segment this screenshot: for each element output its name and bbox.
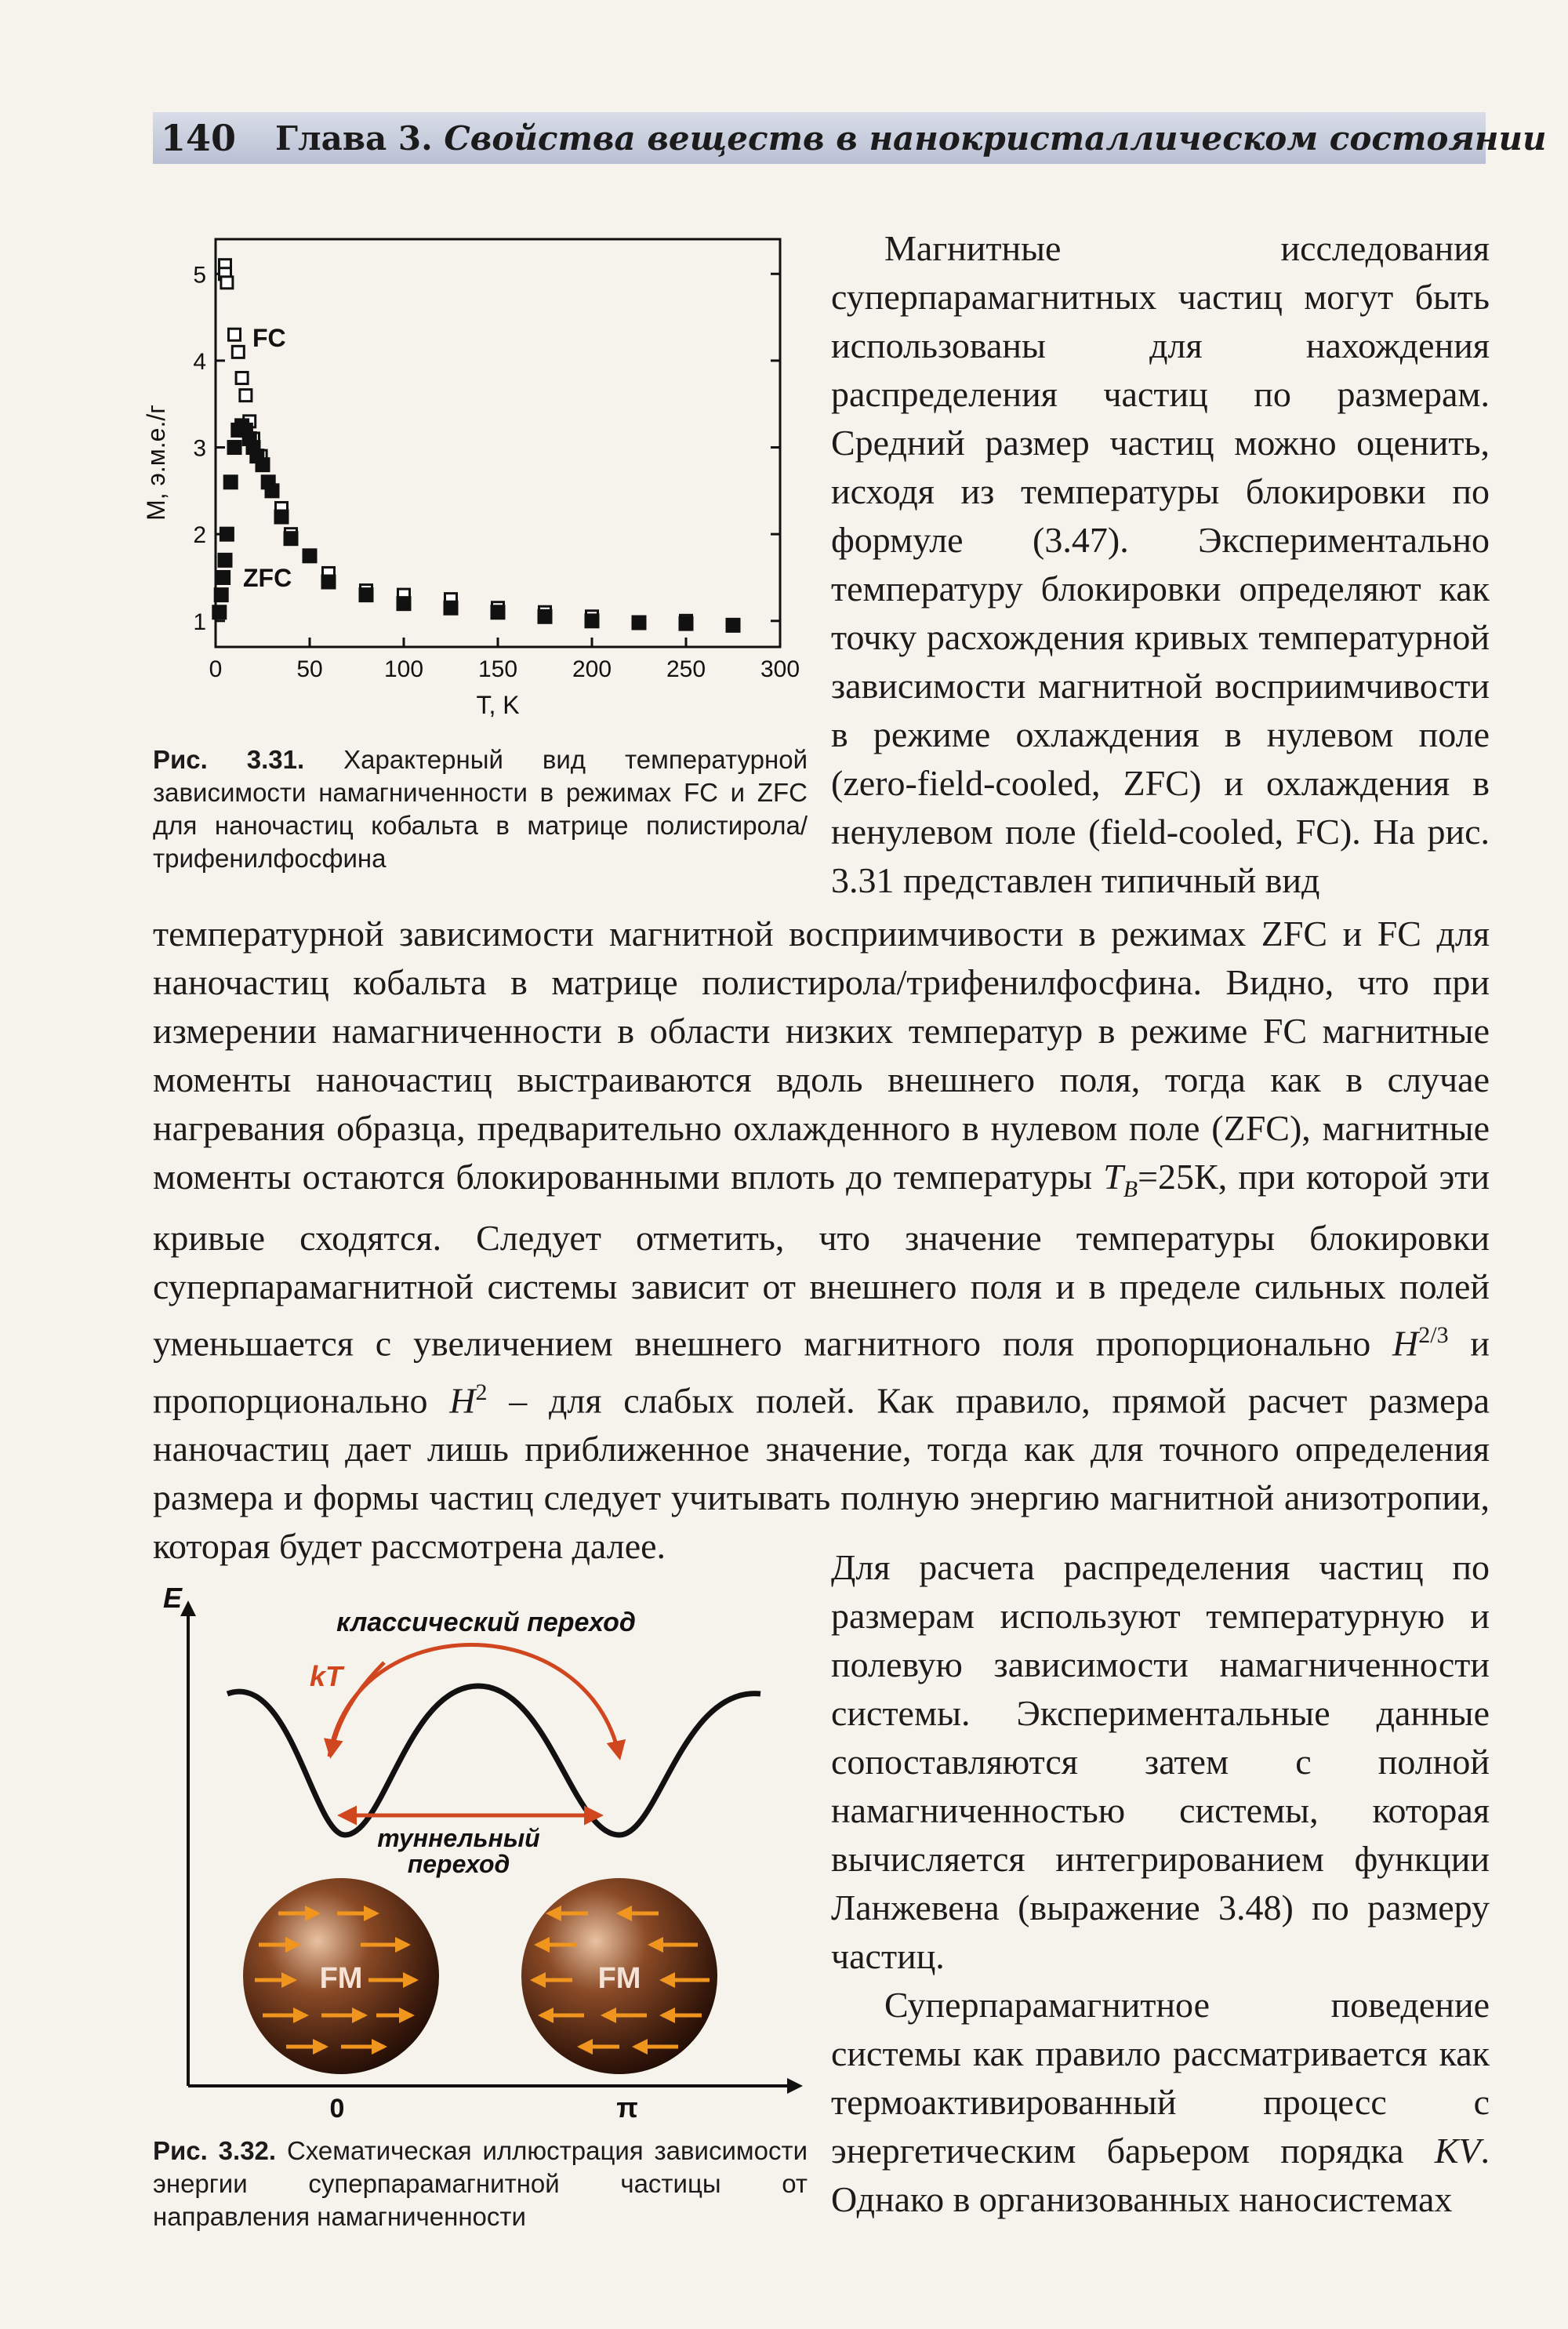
x-tick-label-5: 250 [666,656,706,682]
fc-point-6 [240,390,252,401]
x-tick-label-6: 300 [760,656,800,682]
x-tick-label-4: 200 [572,656,612,682]
pi-label: π [616,2091,638,2124]
caption-text: Схематическая иллюстрация зависимости энергии суперпарамагнитной частицы от направления намагниченности [153,2136,808,2231]
x-axis-label: T, K [476,691,520,719]
figure-3-31 [141,227,815,729]
paragraph-4-dot: . [1480,2131,1490,2171]
zfc-point-19 [322,576,335,588]
zero-label: 0 [329,2094,345,2124]
page-number: 140 [161,117,237,159]
energy-barrier-symbol: KV [1434,2131,1481,2171]
classic-transition-arrow [329,1645,619,1757]
zfc-point-3 [219,554,231,566]
field-exponent-1: 2/3 [1418,1322,1449,1349]
chapter-title [275,119,1547,158]
zfc-point-5 [224,476,237,489]
caption-label: Рис. 3.32. [153,2136,277,2165]
zfc-point-18 [303,550,316,562]
blocking-temp-symbol: T [1103,1157,1123,1197]
zfc-point-28 [727,619,739,631]
kt-label: kT [310,1660,343,1692]
fm-particle-right [521,1878,717,2074]
fm-label-left: FM [319,1962,363,1995]
zfc-point-21 [397,598,410,610]
tunnel-label-1: туннельный [377,1824,540,1852]
zfc-point-20 [360,589,372,601]
x-tick-label-3: 150 [477,656,518,682]
zfc-point-25 [586,615,598,627]
chapter-name: Свойства веществ в нанокристаллическом состоянии [444,118,1547,158]
zfc-point-17 [285,532,297,545]
fm-particle-left [243,1878,439,2074]
x-tick-label-2: 100 [383,656,424,682]
chapter-prefix: Глава 3. [275,118,433,158]
paragraph-4-text: Суперпарамагнитное поведение системы как правило рассматривается как термоактивированный процесс с энергетическим барьером порядка [831,1985,1490,2171]
zfc-point-2 [217,571,230,583]
x-tick-label-1: 50 [296,656,323,682]
classic-transition-label: классический переход [336,1608,636,1637]
series-label-zfc: ZFC [243,564,292,592]
zfc-point-15 [266,485,278,497]
running-header [153,112,1547,164]
zfc-point-13 [256,459,269,471]
magnetization-chart [141,227,815,729]
paragraph-2-start: температурной зависимости магнитной восприимчивости в режимах ZFC и FC для наночастиц кобальта в матрице полистирола/трифенилфосфина. Видно, что при измерении намагниченности в области низких температур в режиме FC магнитные моменты наночастиц выстраиваются вдоль внешнего поля, тогда как в случае нагревания образца, предварительно охлажденного в нулевом поле (ZFC), магнитные моменты остаются блокированными вплоть до температуры [153,914,1490,1197]
zfc-point-22 [445,601,457,614]
caption-label: Рис. 3.31. [153,745,305,774]
zfc-point-16 [275,510,288,523]
y-tick-label-1: 2 [193,522,206,549]
fc-point-5 [236,372,248,384]
y-tick-label-4: 5 [193,262,206,289]
zfc-point-1 [215,589,227,601]
zfc-point-26 [633,616,645,629]
y-tick-label-0: 1 [193,609,206,635]
paragraph-2 [153,910,1490,1571]
y-axis-label: M, э.м.е./г [142,405,170,521]
paragraph-3: Для расчета распределения частиц по размерам используют температурную и полевую зависимости намагниченности системы. Экспериментальные данные сопоставляются затем с полной намагниченностью системы, которая вычисляется интегрированием функции Ланжевена (выражение 3.48) по размеру частиц. [831,1547,1490,1976]
field-symbol-2: H [449,1379,476,1420]
zfc-point-6 [228,441,241,454]
paragraph-5-text: Однако в организованных наносистемах [831,2179,1453,2219]
fm-label-right: FM [597,1962,641,1995]
figure-3-32-caption [153,2135,808,2233]
paragraph-2-mid: и пропорционально [153,1323,1490,1420]
blocking-temp-sub: B [1123,1176,1138,1203]
zfc-point-23 [492,606,504,619]
tunnel-label-2: переход [407,1850,510,1878]
zfc-point-24 [539,610,551,623]
fc-point-4 [232,346,244,358]
fc-point-3 [229,329,241,340]
zfc-point-27 [680,617,692,630]
paragraph-2-cont: =25К, при которой эти кривые сходятся. Следует отметить, что значение температуры блокировки суперпарамагнитной системы зависит от внешнего поля и в пределе сильных полей уменьшается с увеличением внешнего магнитного поля пропорционально [153,1157,1490,1364]
plot-frame [216,239,780,647]
figure-3-32 [149,1576,815,2125]
series-label-fc: FC [252,324,286,352]
y-tick-label-3: 4 [193,348,206,375]
zfc-point-4 [220,528,233,540]
energy-axis-label: E [163,1582,183,1614]
paragraph-2-end: – для слабых полей. Как правило, прямой расчет размера наночастиц дает лишь приближенное значение, тогда как для точного определения размера и формы частиц следует учитывать полную энергию магнитной анизотропии, которая будет рассмотрена далее. [153,1379,1490,1566]
zfc-point-0 [213,606,226,619]
field-symbol-1: H [1392,1323,1419,1364]
double-well-curve [227,1686,760,1835]
figure-3-31-caption [153,743,808,875]
y-tick-label-2: 3 [193,435,206,462]
energy-diagram [149,1576,815,2125]
x-tick-label-0: 0 [209,656,223,682]
fc-point-2 [221,277,233,289]
paragraph-4 [831,1981,1490,2224]
caption-text: Характерный вид температурной зависимости намагниченности в режимах FC и ZFC для наночастиц кобальта в матрице полистирола/трифенилфосфина [153,745,808,873]
paragraph-1: Магнитные исследования суперпарамагнитных частиц могут быть использованы для нахождения распределения частиц по размерам. Средний размер частиц можно оценить, исходя из температуры блокировки по формуле (3.47). Экспериментально температуру блокировки определяют как точку расхождения кривых температурной зависимости магнитной восприимчивости в режиме охлаждения в нулевом поле (zero-field-cooled, ZFC) и охлаждения в ненулевом поле (field-cooled, FC). На рис. 3.31 представлен типичный вид [831,228,1490,900]
field-exponent-2: 2 [475,1379,488,1405]
